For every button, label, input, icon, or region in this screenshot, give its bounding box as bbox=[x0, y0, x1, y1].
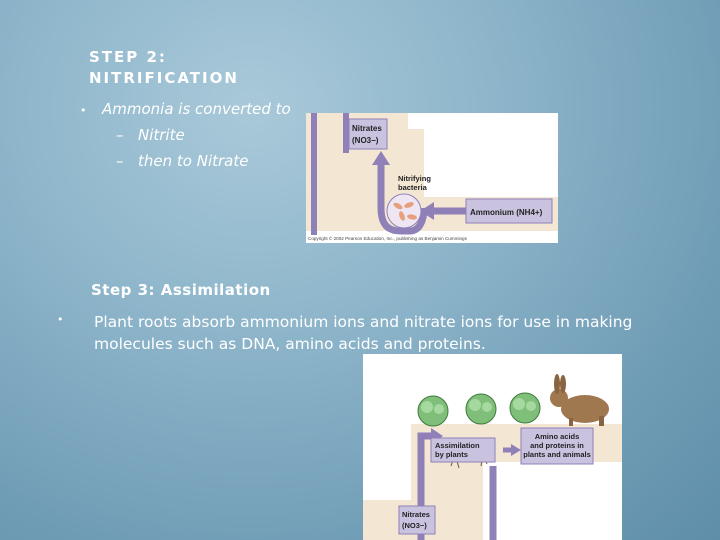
title-line-2: NITRIFICATION bbox=[89, 69, 239, 87]
fig2-amino-line-2: and proteins in bbox=[530, 441, 584, 450]
bullet-marker: • bbox=[80, 104, 87, 117]
fig2-assimilation-line-1: Assimilation bbox=[435, 441, 480, 450]
title-line-1: STEP 2: bbox=[89, 48, 167, 66]
fig1-bacteria-label-2: bacteria bbox=[398, 183, 427, 192]
sub-bullet-nitrate: then to Nitrate bbox=[138, 152, 249, 170]
fig1-bacteria-label-1: Nitrifying bbox=[398, 174, 431, 183]
fig1-copyright: Copyright © 2002 Pearson Education, Inc., publishing as Benjamin Cummings bbox=[308, 236, 467, 241]
sub-marker-2: – bbox=[116, 152, 124, 170]
plant-icon bbox=[418, 393, 540, 426]
slide-title bbox=[89, 47, 389, 89]
assimilation-diagram bbox=[363, 354, 622, 540]
fig1-ammonium-label: Ammonium (NH4+) bbox=[470, 208, 543, 217]
nitrification-figure bbox=[306, 113, 558, 243]
bacteria-illustration bbox=[387, 194, 421, 228]
sub-bullet-nitrite: Nitrite bbox=[138, 126, 185, 144]
step3-paragraph-line-2: molecules such as DNA, amino acids and proteins. bbox=[94, 335, 486, 353]
fig2-nitrates-formula: (NO3−) bbox=[402, 521, 427, 530]
fig2-nitrates-label: Nitrates bbox=[402, 510, 430, 519]
fig1-nitrates-formula: (NO3−) bbox=[352, 136, 379, 145]
fig2-amino-line-1: Amino acids bbox=[534, 432, 580, 441]
sub-marker-1: – bbox=[116, 126, 124, 144]
fig1-nitrates-label: Nitrates bbox=[352, 124, 382, 133]
bullet-ammonia: Ammonia is converted to bbox=[102, 100, 291, 118]
step3-paragraph-line-1: Plant roots absorb ammonium ions and nitrate ions for use in making bbox=[94, 313, 633, 331]
step3-bullet-marker: • bbox=[57, 313, 64, 326]
step3-heading: Step 3: Assimilation bbox=[91, 281, 271, 299]
nitrification-diagram bbox=[306, 113, 558, 243]
step3-paragraph bbox=[94, 311, 694, 355]
fig2-assimilation-line-2: by plants bbox=[435, 450, 468, 459]
fig2-amino-line-3: plants and animals bbox=[523, 450, 591, 459]
assimilation-figure bbox=[363, 354, 622, 540]
